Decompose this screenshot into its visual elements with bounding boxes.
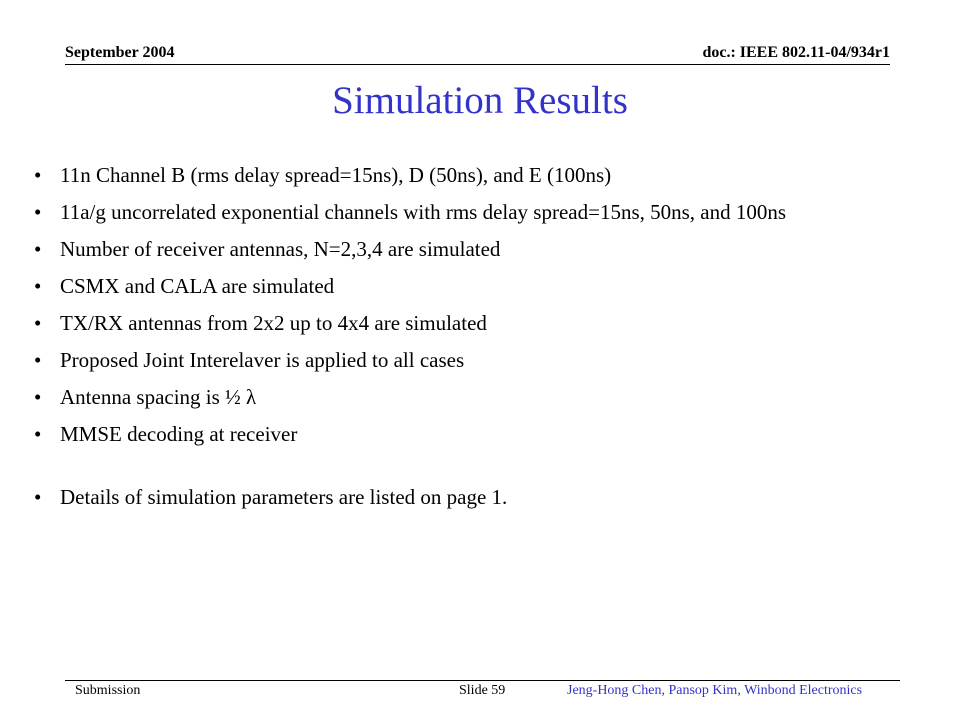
bullet-marker: • bbox=[34, 274, 42, 298]
bullet-text: 11n Channel B (rms delay spread=15ns), D (50ns), and E (100ns) bbox=[60, 163, 612, 187]
bullet-marker: • bbox=[34, 485, 42, 509]
bullet-marker: • bbox=[34, 237, 42, 261]
bullet-item bbox=[34, 421, 914, 448]
header-date: September 2004 bbox=[65, 44, 175, 61]
footer-authors: Jeng-Hong Chen, Pansop Kim, Winbond Electronics bbox=[567, 683, 863, 698]
bullet-marker: • bbox=[34, 422, 42, 446]
bullet-item bbox=[34, 347, 914, 374]
footer-divider bbox=[65, 680, 900, 681]
bullet-text: Details of simulation parameters are listed on page 1. bbox=[60, 485, 508, 509]
bullet-text: Number of receiver antennas, N=2,3,4 are simulated bbox=[60, 237, 501, 261]
bullet-marker: • bbox=[34, 385, 42, 409]
bullet-marker: • bbox=[34, 200, 42, 224]
bullet-item bbox=[34, 236, 914, 263]
bullet-item bbox=[34, 484, 914, 511]
bullet-item bbox=[34, 273, 914, 300]
bullet-text: 11a/g uncorrelated exponential channels with rms delay spread=15ns, 50ns, and 100ns bbox=[60, 200, 787, 224]
bullet-item bbox=[34, 384, 914, 411]
bullet-marker: • bbox=[34, 311, 42, 335]
bullet-text: Antenna spacing is ½ λ bbox=[60, 385, 257, 409]
header-divider bbox=[65, 64, 890, 65]
footer-slide-number: Slide 59 bbox=[459, 683, 506, 698]
bullet-marker: • bbox=[34, 348, 42, 372]
bullet-marker: • bbox=[34, 163, 42, 187]
bullet-item bbox=[34, 199, 914, 226]
slide-title: Simulation Results bbox=[332, 79, 628, 122]
bullet-text: CSMX and CALA are simulated bbox=[60, 274, 335, 298]
bullet-list bbox=[34, 162, 914, 521]
bullet-item bbox=[34, 162, 914, 189]
bullet-text: TX/RX antennas from 2x2 up to 4x4 are simulated bbox=[60, 311, 487, 335]
bullet-text: MMSE decoding at receiver bbox=[60, 422, 298, 446]
header-doc-id: doc.: IEEE 802.11-04/934r1 bbox=[702, 44, 890, 61]
bullet-item bbox=[34, 310, 914, 337]
footer-submission: Submission bbox=[75, 683, 141, 698]
bullet-text: Proposed Joint Interelaver is applied to all cases bbox=[60, 348, 465, 372]
